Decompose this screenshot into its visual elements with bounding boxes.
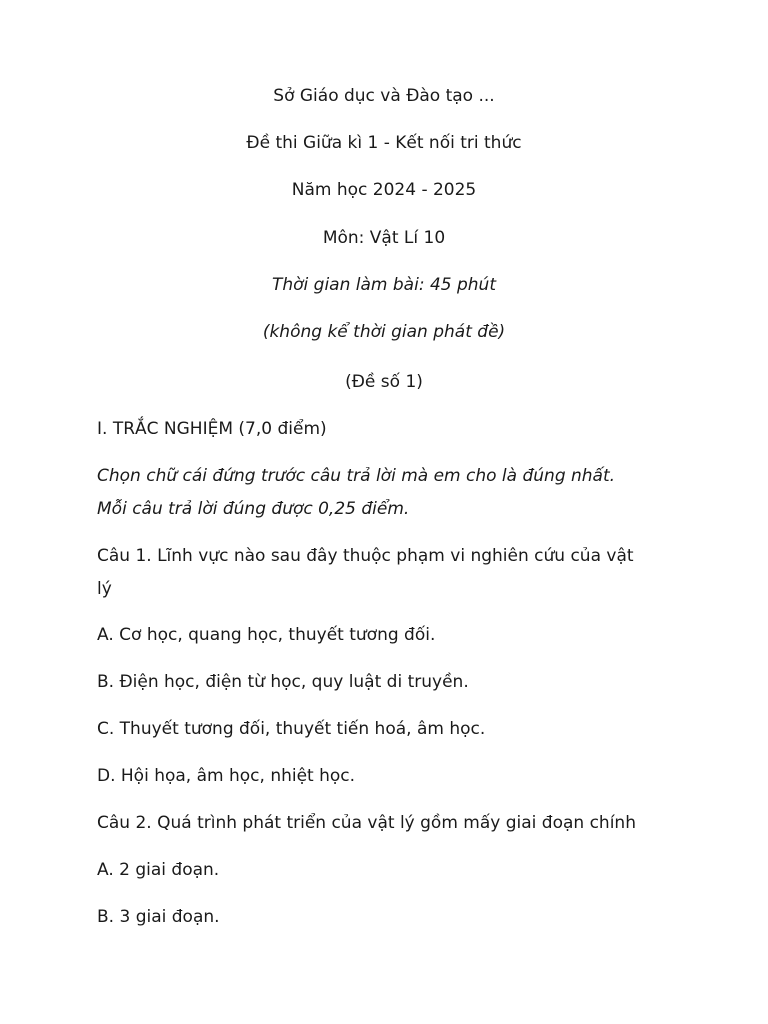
school-year: Năm học 2024 - 2025: [291, 180, 477, 200]
question-1-option-c: C. Thuyết tương đối, thuyết tiến hoá, âm học.: [97, 719, 486, 739]
question-1-option-b: B. Điện học, điện từ học, quy luật di truyền.: [97, 672, 469, 692]
question-1-option-d: D. Hội họa, âm học, nhiệt học.: [97, 766, 356, 786]
subject: Môn: Vật Lí 10: [322, 228, 446, 248]
time-allowed: Thời gian làm bài: 45 phút: [271, 275, 496, 295]
question-2-option-a: A. 2 giai đoạn.: [97, 860, 220, 880]
time-note: (không kể thời gian phát đề): [262, 322, 506, 342]
question-1-prompt-cont: lý: [97, 579, 112, 599]
instruction-line-1: Chọn chữ cái đứng trước câu trả lời mà em cho là đúng nhất.: [97, 466, 616, 486]
question-1-option-a: A. Cơ học, quang học, thuyết tương đối.: [97, 625, 436, 645]
department-name: Sở Giáo dục và Đào tạo ...: [273, 86, 495, 106]
section-title: I. TRẮC NGHIỆM (7,0 điểm): [97, 419, 327, 439]
question-1-prompt: Câu 1. Lĩnh vực nào sau đây thuộc phạm vi nghiên cứu của vật: [97, 546, 634, 566]
exam-title: Đề thi Giữa kì 1 - Kết nối tri thức: [246, 133, 522, 153]
instruction-line-2: Mỗi câu trả lời đúng được 0,25 điểm.: [97, 499, 410, 519]
question-2-option-b: B. 3 giai đoạn.: [97, 907, 220, 927]
question-2-prompt: Câu 2. Quá trình phát triển của vật lý gồm mấy giai đoạn chính: [97, 813, 636, 833]
exam-number: (Đề số 1): [345, 372, 423, 392]
